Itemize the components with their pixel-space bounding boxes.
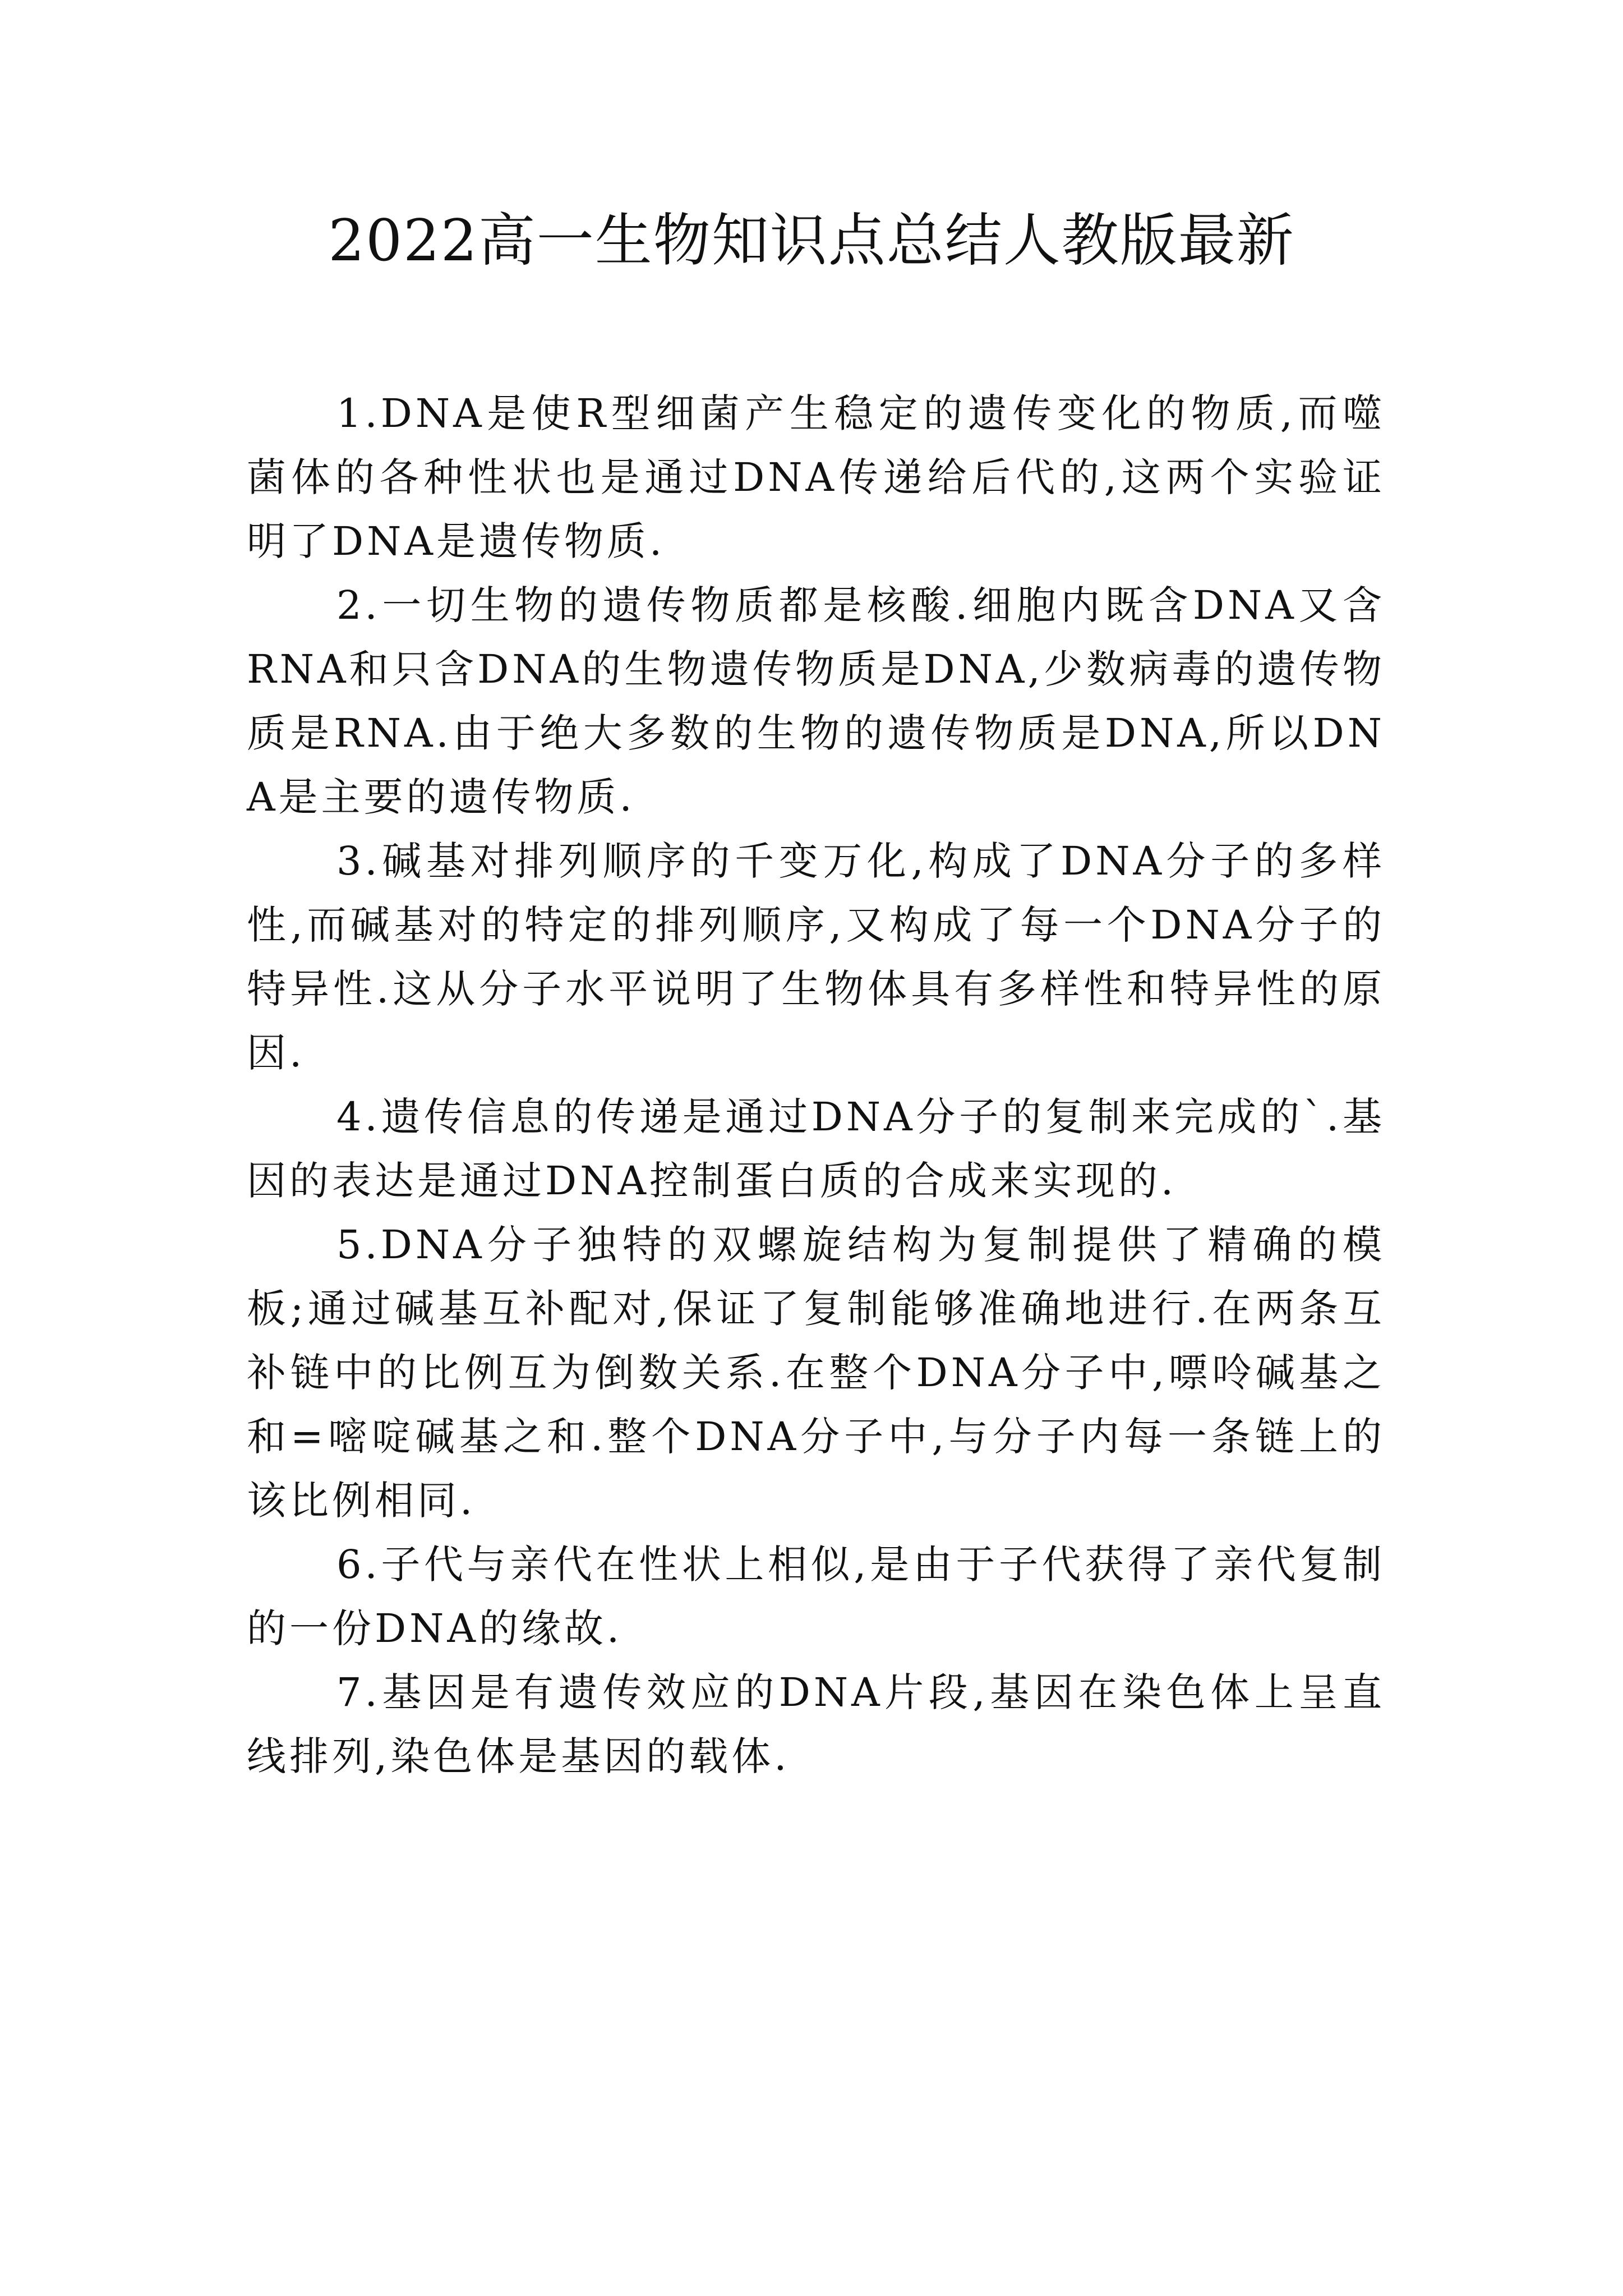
paragraph-6: 6.子代与亲代在性状上相似,是由于子代获得了亲代复制的一份DNA的缘故. [247, 1542, 1385, 1651]
paragraph-5: 5.DNA分子独特的双螺旋结构为复制提供了精确的模板;通过碱基互补配对,保证了复制能够准确地进行.在两条互补链中的比例互为倒数关系.在整个DNA分子中,嘌呤碱基之和=嘧啶碱基之和.整个DNA分子中,与分子内每一条链上的该比例相同. [247, 1222, 1385, 1524]
paragraph-4: 4.遗传信息的传递是通过DNA分子的复制来完成的`.基因的表达是通过DNA控制蛋白质的合成来实现的. [247, 1094, 1385, 1204]
paragraph-7: 7.基因是有遗传效应的DNA片段,基因在染色体上呈直线排列,染色体是基因的载体. [247, 1669, 1385, 1779]
paragraph-2: 2.一切生物的遗传物质都是核酸.细胞内既含DNA又含RNA和只含DNA的生物遗传物质是DNA,少数病毒的遗传物质是RNA.由于绝大多数的生物的遗传物质是DNA,所以DNA是主要的遗传物质. [247, 582, 1385, 820]
document-body [247, 381, 1385, 1788]
paragraph-3: 3.碱基对排列顺序的千变万化,构成了DNA分子的多样性,而碱基对的特定的排列顺序,又构成了每一个DNA分子的特异性.这从分子水平说明了生物体具有多样性和特异性的原因. [247, 838, 1385, 1076]
document-title: 2022高一生物知识点总结人教版最新 [328, 208, 1295, 274]
paragraph-1: 1.DNA是使R型细菌产生稳定的遗传变化的物质,而噬菌体的各种性状也是通过DNA传递给后代的,这两个实验证明了DNA是遗传物质. [247, 390, 1385, 564]
